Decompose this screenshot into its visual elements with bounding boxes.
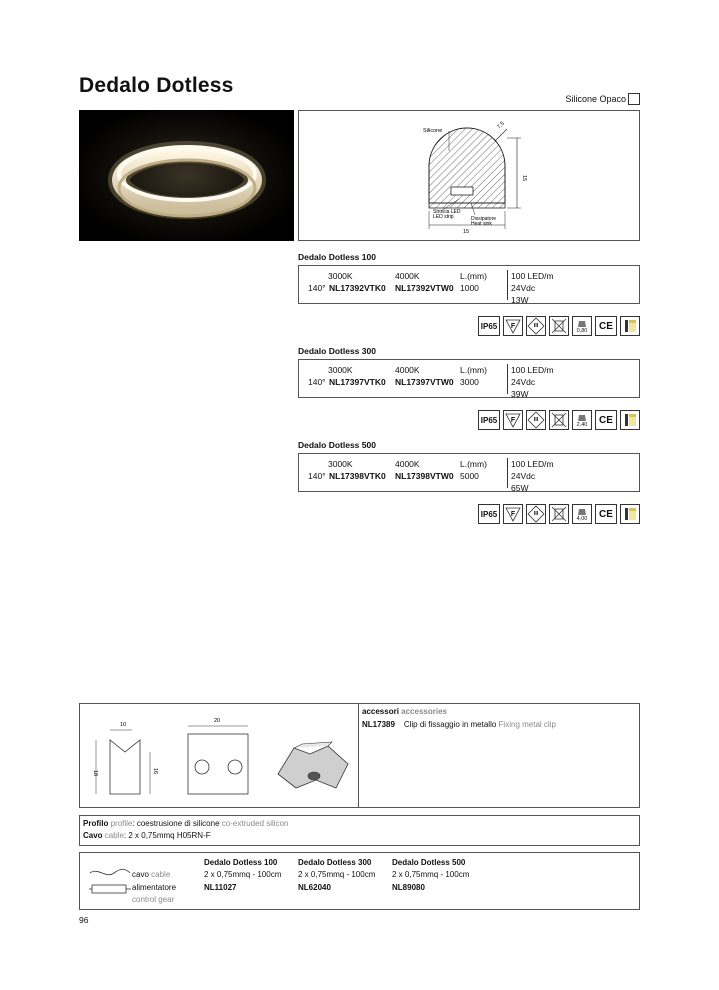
dim-height: 15 <box>521 175 527 182</box>
ip-rating-icon: IP65 <box>478 316 500 336</box>
profile-info <box>79 815 640 846</box>
f-mark-icon: F <box>503 410 523 430</box>
cable-label: cavo cable <box>132 870 171 879</box>
dim-width: 15 <box>463 229 470 235</box>
voltage: 24Vdc <box>511 283 536 293</box>
ip-rating-icon: IP65 <box>478 410 500 430</box>
f-mark-icon: F <box>503 504 523 524</box>
led-density: 100 LED/m <box>511 365 554 375</box>
class-iii-icon: III <box>526 410 546 430</box>
accessory-desc-it: Clip di fissaggio in metallo <box>403 720 497 729</box>
cable-col-title: Dedalo Dotless 100 <box>204 858 278 867</box>
f-mark-icon: F <box>503 316 523 336</box>
spec-table-100 <box>298 265 640 304</box>
header-3000k: 3000K <box>328 271 353 281</box>
cable-col-spec: 2 x 0,75mmq - 100cm <box>298 870 376 879</box>
class-iii-icon: III <box>526 316 546 336</box>
power: 65W <box>511 483 529 493</box>
weee-bin-icon <box>549 504 569 524</box>
ce-mark-icon: CE <box>595 504 617 524</box>
beam-angle: 140° <box>308 471 326 481</box>
dim-side-b: 16 <box>152 768 158 775</box>
header-length: L.(mm) <box>460 365 487 375</box>
cable-col-code: NL11027 <box>204 883 237 892</box>
voltage: 24Vdc <box>511 471 536 481</box>
code-3000k: NL17397VTK0 <box>329 377 386 387</box>
header-3000k: 3000K <box>328 365 353 375</box>
ce-mark-icon: CE <box>595 410 617 430</box>
label-strip-it: Striscia LED <box>433 209 461 215</box>
product-title-500: Dedalo Dotless 500 <box>298 440 376 450</box>
code-4000k: NL17392VTW0 <box>395 283 454 293</box>
cable-table <box>79 852 640 910</box>
accessory-drawings <box>79 703 359 808</box>
dim-top-a: 10 <box>120 722 127 728</box>
beam-angle: 140° <box>308 377 326 387</box>
label-heatsink-it: Dissipatore <box>471 216 497 222</box>
header-4000k: 4000K <box>395 365 420 375</box>
cert-icons-100 <box>478 316 640 336</box>
spec-table-500 <box>298 453 640 492</box>
cable-control-gear-icon <box>88 865 132 901</box>
cable-col-code: NL62040 <box>298 883 331 892</box>
gear-label-it: alimentatore <box>132 883 177 892</box>
accessories-heading: accessori accessories <box>362 707 447 716</box>
led-light-icon <box>620 504 640 524</box>
dim-radius: 7,5 <box>496 120 506 131</box>
page-number: 96 <box>79 915 89 925</box>
gear-label-en: control gear <box>132 895 175 904</box>
length-value: 5000 <box>460 471 479 481</box>
accessory-row <box>362 720 556 729</box>
spec-divider <box>507 364 508 394</box>
length-value: 3000 <box>460 377 479 387</box>
cable-line: Cavo cable: 2 x 0,75mmq H05RN-F <box>83 831 211 840</box>
label-strip-en: LED strip <box>433 214 454 220</box>
accessory-code: NL17389 <box>362 720 395 729</box>
led-light-icon <box>620 410 640 430</box>
class-iii-icon: III <box>526 504 546 524</box>
led-density: 100 LED/m <box>511 459 554 469</box>
label-silicone: Silicone <box>423 128 443 134</box>
product-photo <box>79 110 294 241</box>
header-length: L.(mm) <box>460 459 487 469</box>
code-3000k: NL17398VTK0 <box>329 471 386 481</box>
led-density: 100 LED/m <box>511 271 554 281</box>
profile-line: Profilo profile: coestrusione di silicone co-extruded silicon <box>83 819 289 828</box>
page-title: Dedalo Dotless <box>79 74 234 97</box>
weee-bin-icon <box>549 316 569 336</box>
voltage: 24Vdc <box>511 377 536 387</box>
power: 39W <box>511 389 529 399</box>
cert-icons-500 <box>478 504 640 524</box>
ip-rating-icon: IP65 <box>478 504 500 524</box>
cable-col-spec: 2 x 0,75mmq - 100cm <box>392 870 470 879</box>
length-value: 1000 <box>460 283 479 293</box>
product-title-300: Dedalo Dotless 300 <box>298 346 376 356</box>
header-length: L.(mm) <box>460 271 487 281</box>
spec-table-300 <box>298 359 640 398</box>
product-title-100: Dedalo Dotless 100 <box>298 252 376 262</box>
accessory-info <box>359 703 640 808</box>
accessory-desc-en: Fixing metal clip <box>498 720 556 729</box>
led-light-icon <box>620 316 640 336</box>
ce-mark-icon: CE <box>595 316 617 336</box>
finish-swatch <box>628 93 640 105</box>
label-heatsink-en: Heat sink <box>471 221 492 227</box>
spec-divider <box>507 270 508 300</box>
weight-icon: 0,80 <box>572 316 592 336</box>
header-3000k: 3000K <box>328 459 353 469</box>
finish-legend <box>565 93 640 105</box>
header-4000k: 4000K <box>395 459 420 469</box>
weight-icon: 4,00 <box>572 504 592 524</box>
power: 13W <box>511 295 529 305</box>
cable-col-spec: 2 x 0,75mmq - 100cm <box>204 870 282 879</box>
code-3000k: NL17392VTK0 <box>329 283 386 293</box>
finish-label: Silicone Opaco <box>565 94 626 104</box>
cable-col-title: Dedalo Dotless 500 <box>392 858 466 867</box>
header-4000k: 4000K <box>395 271 420 281</box>
code-4000k: NL17397VTW0 <box>395 377 454 387</box>
cable-col-title: Dedalo Dotless 300 <box>298 858 372 867</box>
cable-col-code: NL89080 <box>392 883 425 892</box>
beam-angle: 140° <box>308 283 326 293</box>
dim-side-a: 18 <box>92 770 98 777</box>
cert-icons-300 <box>478 410 640 430</box>
weight-icon: 2,40 <box>572 410 592 430</box>
profile-drawing <box>298 110 640 241</box>
dim-top-b: 20 <box>214 718 221 724</box>
weee-bin-icon <box>549 410 569 430</box>
spec-divider <box>507 458 508 488</box>
code-4000k: NL17398VTW0 <box>395 471 454 481</box>
